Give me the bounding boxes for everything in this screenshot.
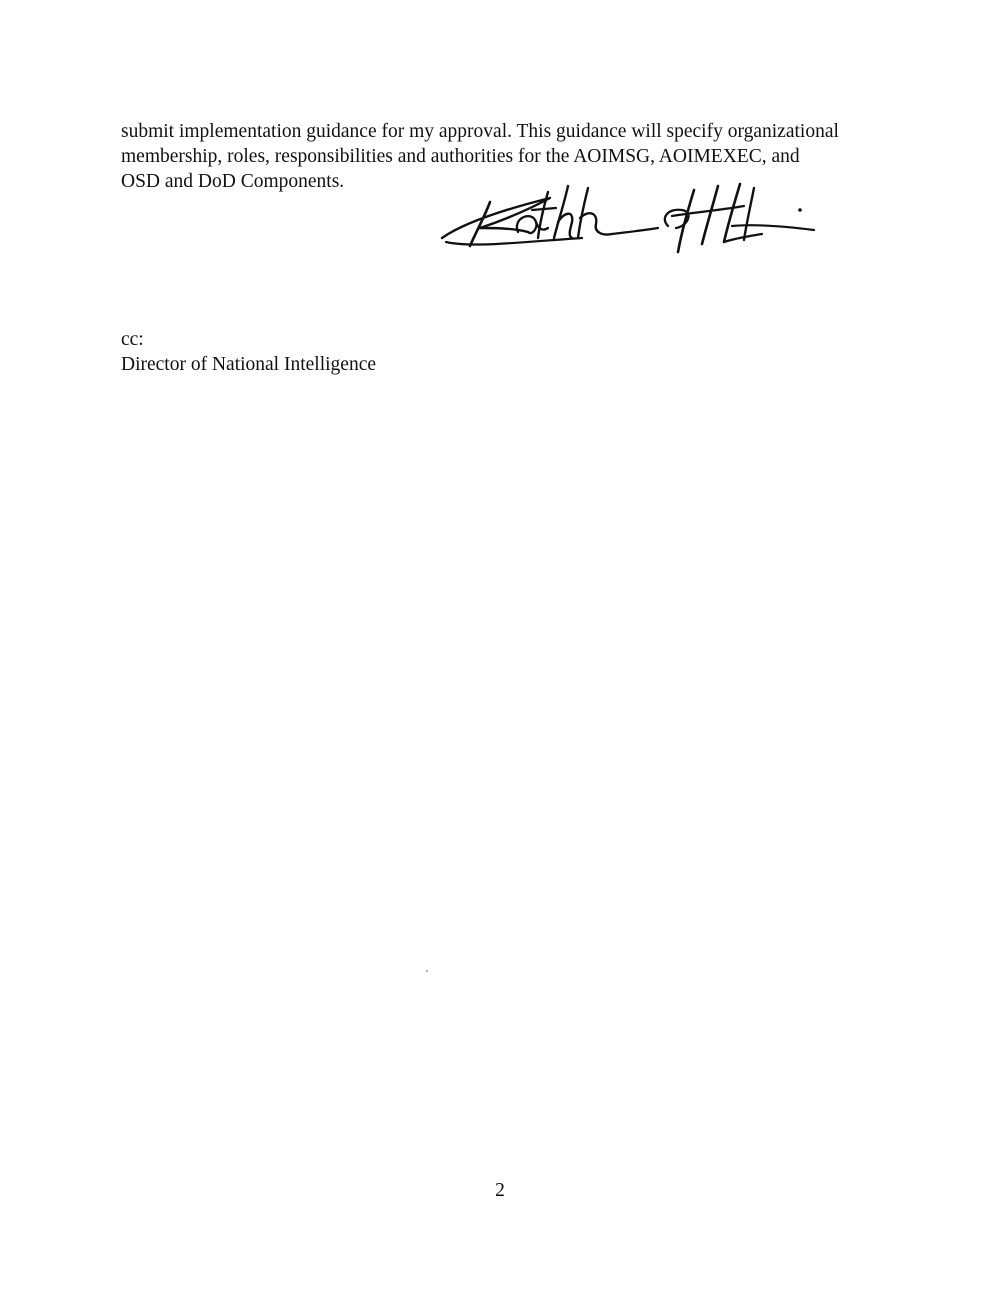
body-line: membership, roles, responsibilities and authorities for the AOIMSG, AOIMEXEC, and: [121, 146, 800, 167]
handwritten-signature: [432, 166, 822, 262]
cc-label: cc:: [121, 329, 144, 350]
body-line: OSD and DoD Components.: [121, 171, 345, 192]
scan-speck: [426, 970, 428, 972]
page-number: 2: [495, 1180, 505, 1201]
cc-recipient: Director of National Intelligence: [121, 354, 377, 375]
cc-block: [121, 327, 376, 377]
body-line: submit implementation guidance for my approval. This guidance will specify organizational: [121, 121, 839, 142]
